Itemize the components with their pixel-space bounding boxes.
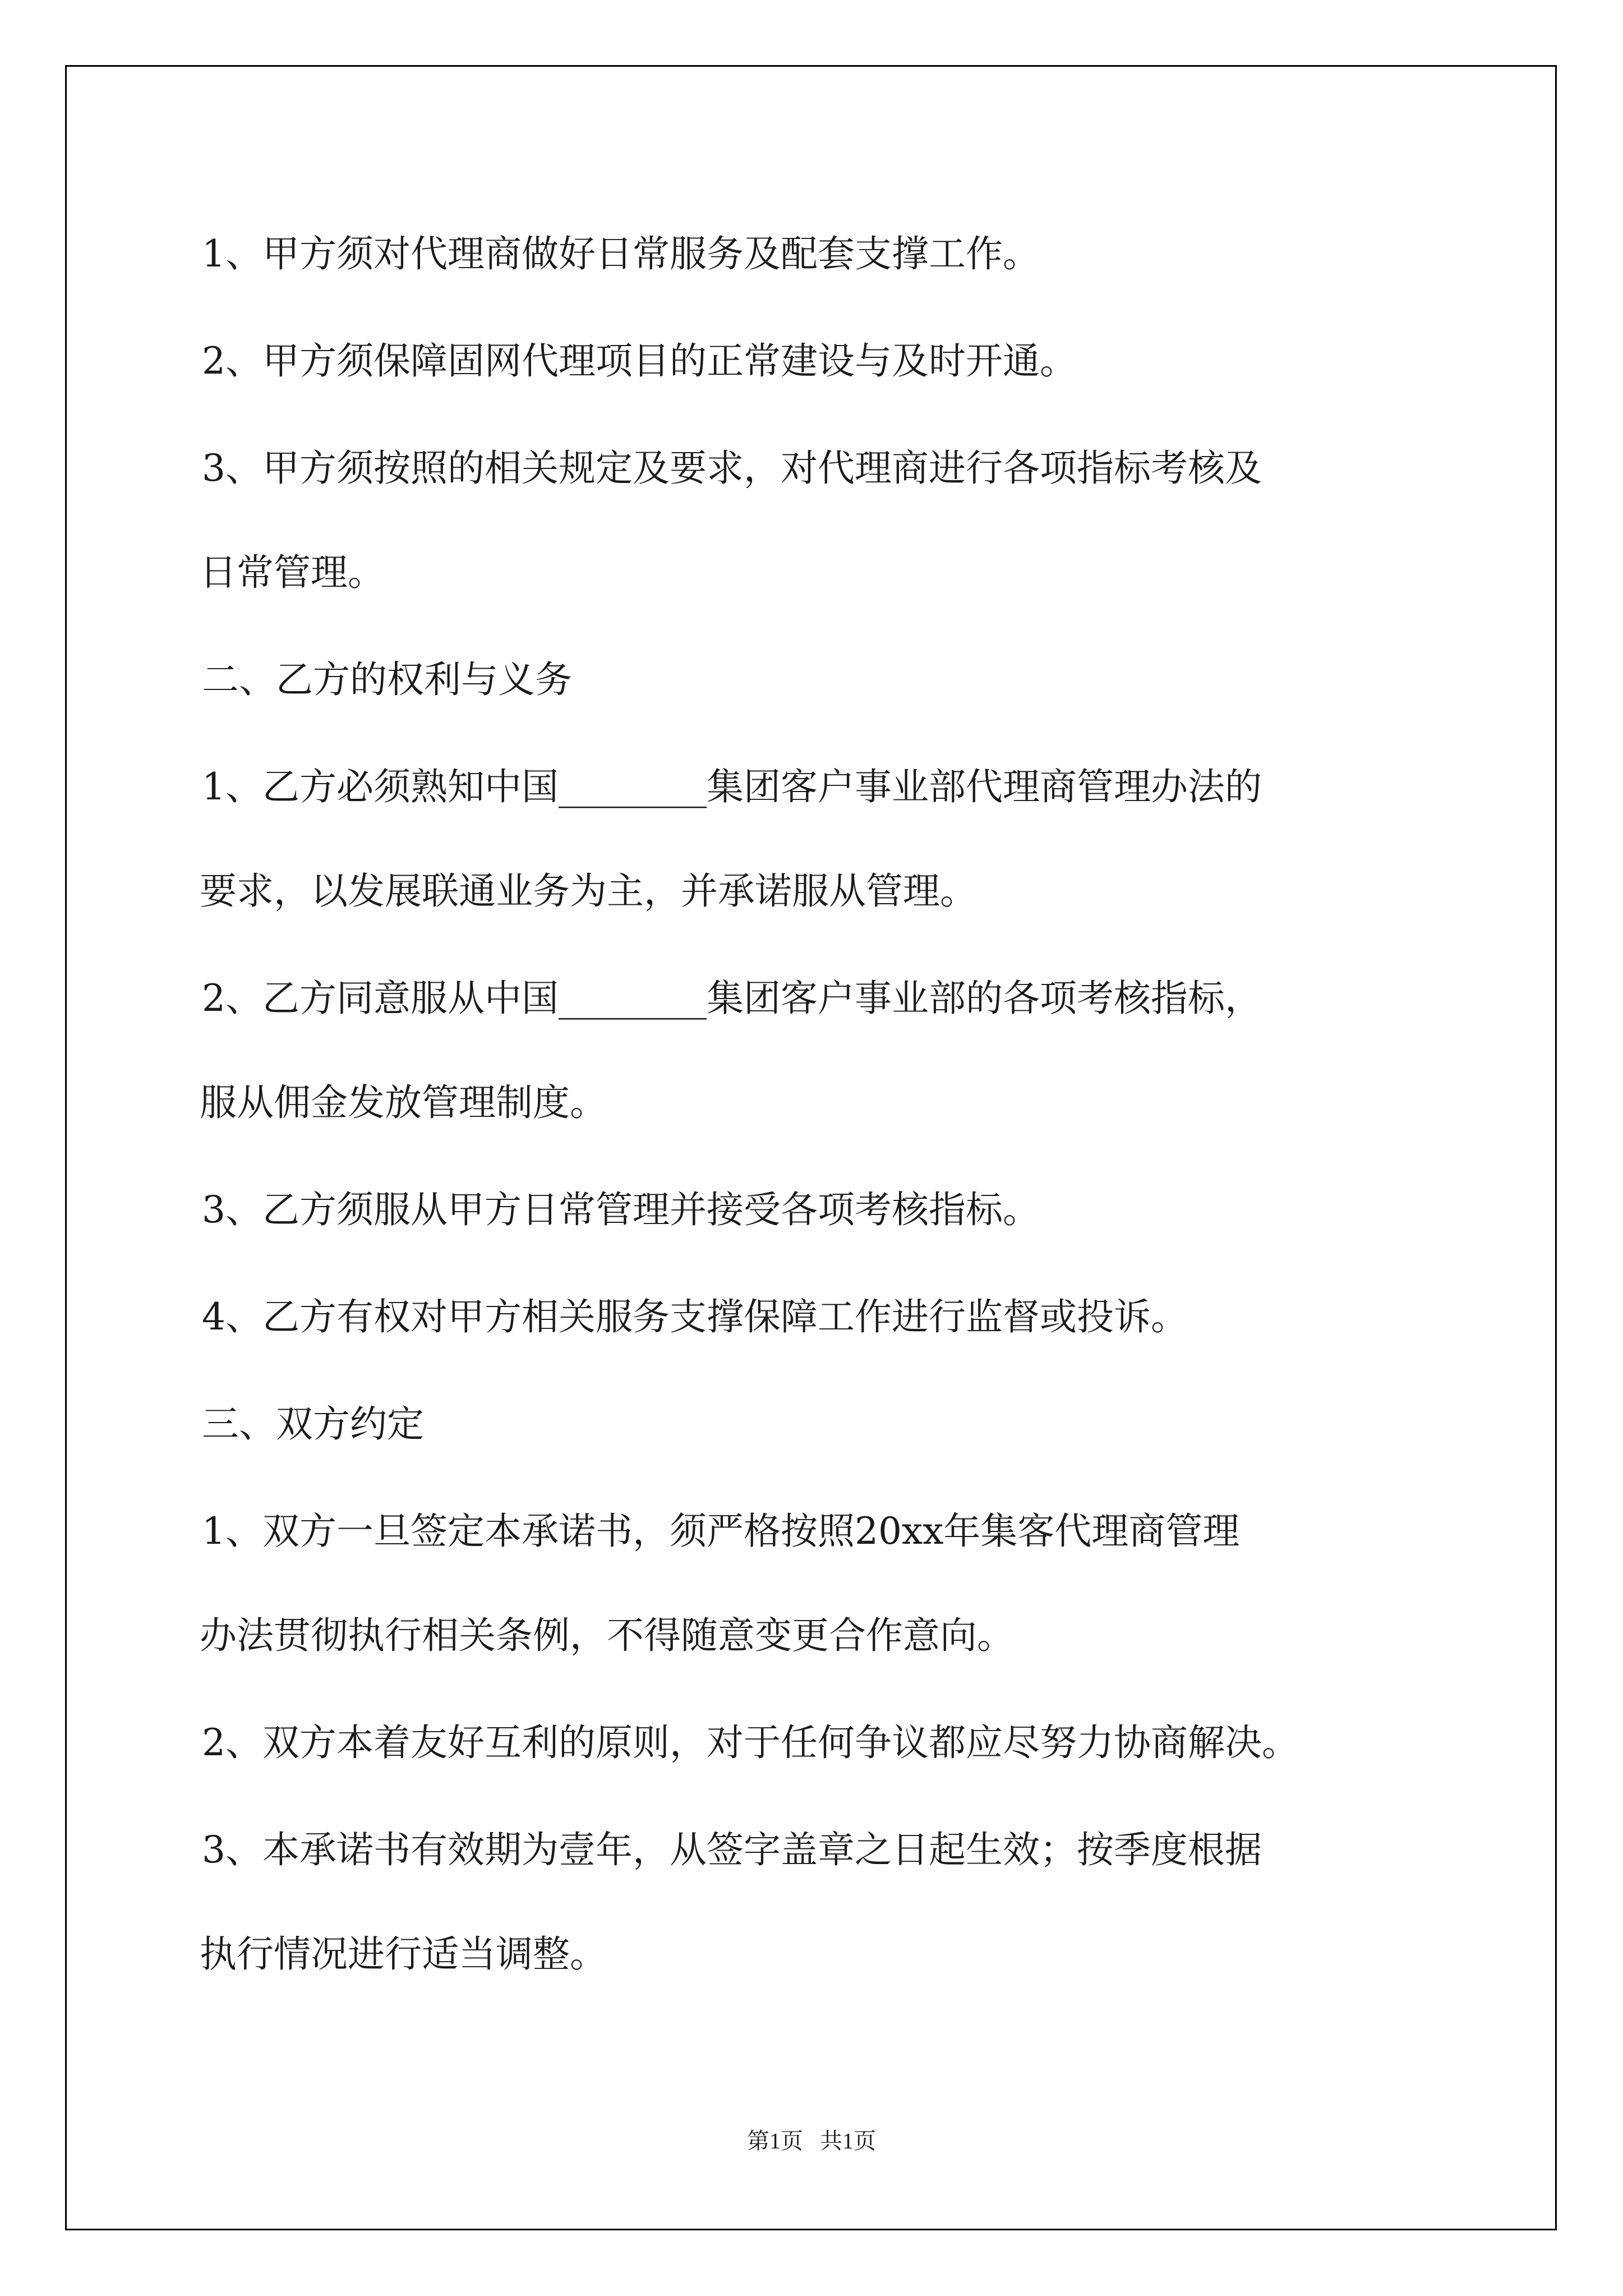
clause-c3: 3、本承诺书有效期为壹年，从签字盖章之日起生效；按季度根据 bbox=[202, 1828, 1262, 1871]
clause-b4: 4、乙方有权对甲方相关服务支撑保障工作进行监督或投诉。 bbox=[202, 1295, 1188, 1338]
section-heading-party-b: 二、乙方的权利与义务 bbox=[202, 658, 572, 701]
clause-b3: 3、乙方须服从甲方日常管理并接受各项考核指标。 bbox=[202, 1188, 1040, 1231]
page-frame bbox=[65, 65, 1557, 2230]
clause-c1-continued: 办法贯彻执行相关条例，不得随意变更合作意向。 bbox=[200, 1614, 1014, 1657]
clause-b1-continued: 要求，以发展联通业务为主，并承诺服从管理。 bbox=[200, 869, 977, 913]
clause-b2: 2、乙方同意服从中国________集团客户事业部的各项考核指标， bbox=[202, 977, 1262, 1020]
clause-b1: 1、乙方必须熟知中国________集团客户事业部代理商管理办法的 bbox=[202, 765, 1262, 808]
section-heading-mutual: 三、双方约定 bbox=[202, 1402, 424, 1446]
clause-a1: 1、甲方须对代理商做好日常服务及配套支撑工作。 bbox=[202, 232, 1040, 275]
clause-c1: 1、双方一旦签定本承诺书，须严格按照20xx年集客代理商管理 bbox=[202, 1510, 1240, 1553]
clause-a3: 3、甲方须按照的相关规定及要求，对代理商进行各项指标考核及 bbox=[202, 447, 1262, 490]
clause-a2: 2、甲方须保障固网代理项目的正常建设与及时开通。 bbox=[202, 339, 1077, 383]
clause-a3-continued: 日常管理。 bbox=[200, 551, 385, 594]
clause-c3-continued: 执行情况进行适当调整。 bbox=[200, 1932, 607, 1976]
page-number-footer: 第1页 共1页 bbox=[747, 2128, 876, 2154]
clause-c2: 2、双方本着友好互利的原则，对于任何争议都应尽努力协商解决。 bbox=[202, 1721, 1299, 1764]
clause-b2-continued: 服从佣金发放管理制度。 bbox=[200, 1081, 607, 1124]
